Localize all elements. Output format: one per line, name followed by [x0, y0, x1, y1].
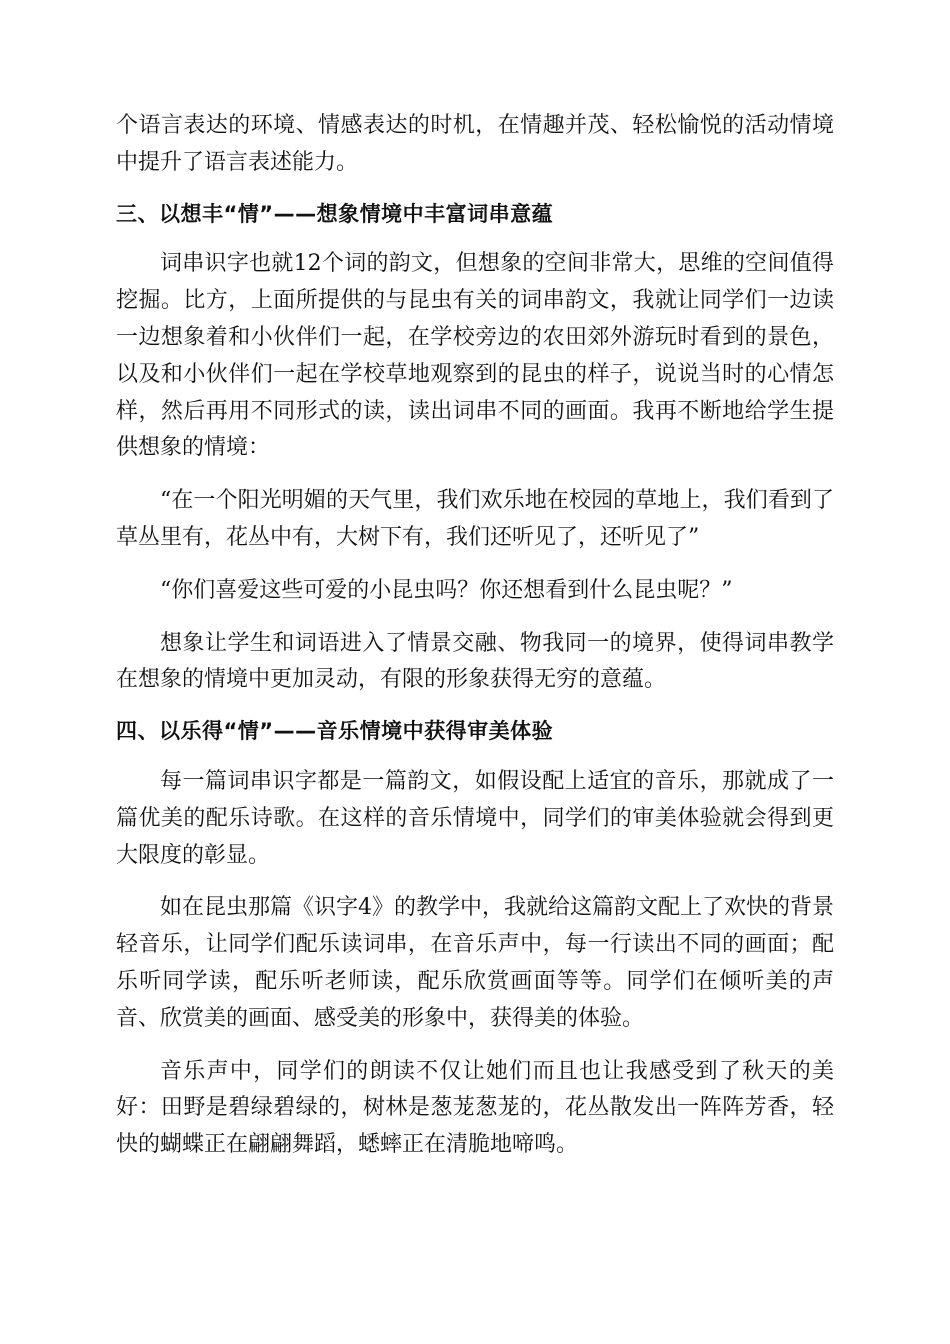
- paragraph-imagination-summary: 想象让学生和词语进入了情景交融、物我同一的境界，使得词串教学在想象的情境中更加灵动，有限的形象获得无穷的意蕴。: [116, 630, 834, 693]
- paragraph-music-intro: 每一篇词串识字都是一篇韵文，如假设配上适宜的音乐，那就成了一篇优美的配乐诗歌。在这样的音乐情境中，同学们的审美体验就会得到更大限度的彰显。: [116, 768, 834, 868]
- quote-insects-question: “你们喜爱这些可爱的小昆虫吗？你还想看到什么昆虫呢？”: [160, 577, 733, 603]
- paragraph-continuation: 个语言表达的环境、情感表达的时机，在情趣并茂、轻松愉悦的活动情境中提升了语言表述能力。: [116, 113, 834, 175]
- paragraph-music-example: 如在昆虫那篇《识字4》的教学中，我就给这篇韵文配上了欢快的背景轻音乐，让同学们配乐读词串，在音乐声中，每一行读出不同的画面；配乐听同学读，配乐听老师读，配乐欣赏画面等等。同学们在倾听美的声音、欣赏美的画面、感受美的形象中，获得美的体验。: [116, 895, 834, 1031]
- quote-sunny-day: “在一个阳光明媚的天气里，我们欢乐地在校园的草地上，我们看到了草丛里有，花丛中有，大树下有，我们还听见了，还听见了”: [116, 488, 834, 550]
- section-heading-4: 四、以乐得“情”——音乐情境中获得审美体验: [116, 719, 554, 744]
- paragraph-music-result: 音乐声中，同学们的朗读不仅让她们而且也让我感受到了秋天的美好：田野是碧绿碧绿的，树林是葱茏葱茏的，花丛散发出一阵阵芳香，轻快的蝴蝶正在翩翩舞蹈，蟋蟀正在清脆地啼鸣。: [116, 1058, 834, 1158]
- paragraph-imagination: 词串识字也就12个词的韵文，但想象的空间非常大，思维的空间值得挖掘。比方，上面所提供的与昆虫有关的词串韵文，我就让同学们一边读一边想象着和小伙伴们一起，在学校旁边的农田郊外游玩时看到的景色，以及和小伙伴们一起在学校草地观察到的昆虫的样子，说说当时的心情怎样，然后再用不同形式的读，读出词串不同的画面。我再不断地给学生提供想象的情境：: [116, 251, 834, 461]
- section-heading-3: 三、以想丰“情”——想象情境中丰富词串意蕴: [116, 201, 554, 226]
- document-page: [116, 108, 834, 1164]
